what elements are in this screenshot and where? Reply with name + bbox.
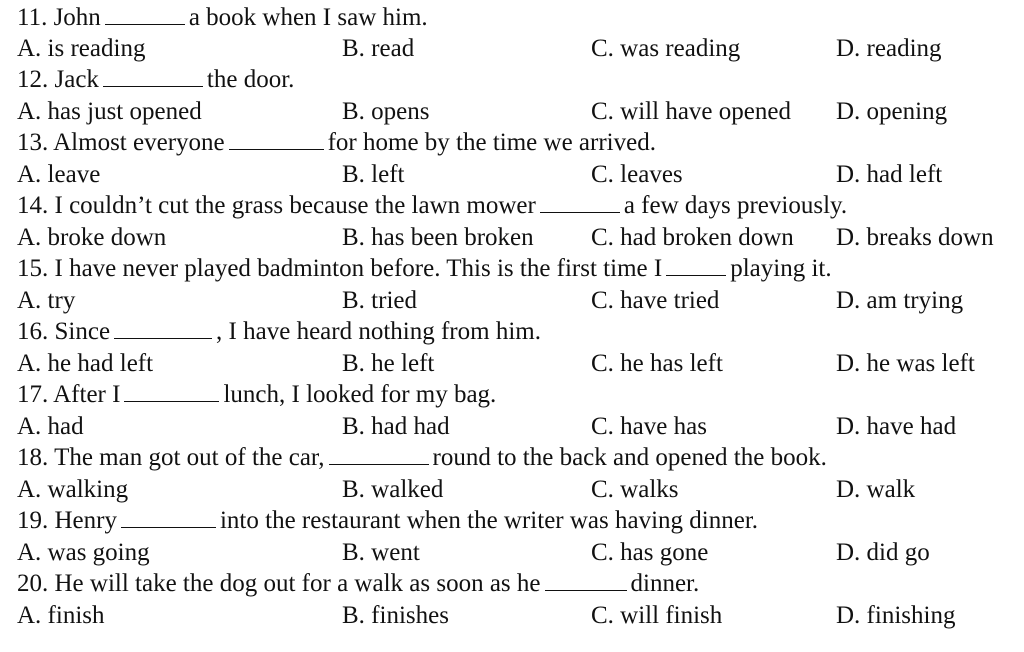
option-a: A. finish xyxy=(17,602,105,629)
question-row xyxy=(0,568,1024,599)
answer-blank xyxy=(229,127,324,150)
option-a: A. has just opened xyxy=(17,98,202,125)
question-text xyxy=(17,379,496,410)
option-a: A. is reading xyxy=(17,35,146,62)
question-row xyxy=(0,127,1024,158)
question-number: 20. xyxy=(17,570,49,597)
question-text xyxy=(17,253,832,284)
answer-blank xyxy=(540,190,620,213)
answer-blank xyxy=(105,2,185,25)
question-stem-end: the door. xyxy=(206,66,295,93)
question-row xyxy=(0,379,1024,410)
question-row xyxy=(0,316,1024,347)
option-a: A. he had left xyxy=(17,350,154,377)
options-row xyxy=(0,222,1024,253)
question-row xyxy=(0,253,1024,284)
answer-blank xyxy=(114,316,212,339)
option-b: B. went xyxy=(342,539,420,566)
option-b: B. tried xyxy=(342,287,417,314)
question-stem-end: for home by the time we arrived. xyxy=(327,129,656,156)
question-stem-start: He will take the dog out for a walk as soon as he xyxy=(54,570,541,597)
question-stem-end: playing it. xyxy=(730,255,832,282)
question-number: 19. xyxy=(17,507,49,534)
question-row xyxy=(0,190,1024,221)
options-row xyxy=(0,537,1024,568)
option-b: B. finishes xyxy=(342,602,449,629)
option-c: C. will have opened xyxy=(591,98,791,125)
option-d: D. reading xyxy=(836,35,942,62)
question-number: 14. xyxy=(17,192,49,219)
option-d: D. finishing xyxy=(836,602,956,629)
question-number: 15. xyxy=(17,255,49,282)
question-row xyxy=(0,2,1024,33)
options-row xyxy=(0,600,1024,631)
option-c: C. have has xyxy=(591,413,707,440)
question-stem-end: , I have heard nothing from him. xyxy=(216,318,541,345)
question-stem-end: dinner. xyxy=(630,570,700,597)
question-stem-start: The man got out of the car, xyxy=(54,444,325,471)
question-stem-start: John xyxy=(53,4,101,31)
question-stem-start: I have never played badminton before. This is the first time I xyxy=(54,255,663,282)
question-stem-end: a book when I saw him. xyxy=(188,4,428,31)
answer-blank xyxy=(545,568,627,591)
question-stem-start: Since xyxy=(54,318,111,345)
question-stem-start: Jack xyxy=(54,66,99,93)
question-row xyxy=(0,442,1024,473)
option-a: A. try xyxy=(17,287,76,314)
question-stem-start: After I xyxy=(53,381,121,408)
option-b: B. left xyxy=(342,161,405,188)
option-c: C. he has left xyxy=(591,350,723,377)
option-d: D. he was left xyxy=(836,350,975,377)
question-number: 18. xyxy=(17,444,49,471)
question-stem-start: Henry xyxy=(54,507,117,534)
question-number: 17. xyxy=(17,381,49,408)
option-a: A. was going xyxy=(17,539,150,566)
answer-blank xyxy=(666,253,726,276)
option-a: A. broke down xyxy=(17,224,167,251)
option-b: B. opens xyxy=(342,98,430,125)
option-b: B. walked xyxy=(342,476,444,503)
option-c: C. will finish xyxy=(591,602,723,629)
option-c: C. leaves xyxy=(591,161,683,188)
answer-blank xyxy=(103,64,203,87)
options-row xyxy=(0,411,1024,442)
option-c: C. has gone xyxy=(591,539,709,566)
option-a: A. had xyxy=(17,413,84,440)
question-stem-end: a few days previously. xyxy=(623,192,848,219)
question-text xyxy=(17,2,428,33)
options-row xyxy=(0,285,1024,316)
answer-blank xyxy=(124,379,219,402)
option-c: C. walks xyxy=(591,476,679,503)
option-a: A. walking xyxy=(17,476,129,503)
answer-blank xyxy=(121,505,216,528)
option-d: D. opening xyxy=(836,98,948,125)
option-d: D. am trying xyxy=(836,287,964,314)
option-c: C. had broken down xyxy=(591,224,794,251)
option-b: B. has been broken xyxy=(342,224,534,251)
options-row xyxy=(0,348,1024,379)
options-row xyxy=(0,159,1024,190)
option-d: D. did go xyxy=(836,539,930,566)
option-c: C. was reading xyxy=(591,35,741,62)
question-number: 11. xyxy=(17,4,48,31)
question-number: 16. xyxy=(17,318,49,345)
question-stem-start: Almost everyone xyxy=(53,129,225,156)
question-text xyxy=(17,64,294,95)
question-row xyxy=(0,64,1024,95)
option-b: B. had had xyxy=(342,413,450,440)
option-d: D. walk xyxy=(836,476,916,503)
option-a: A. leave xyxy=(17,161,101,188)
option-b: B. read xyxy=(342,35,415,62)
options-row xyxy=(0,474,1024,505)
question-text xyxy=(17,316,541,347)
option-c: C. have tried xyxy=(591,287,720,314)
question-stem-start: I couldn’t cut the grass because the lawn mower xyxy=(54,192,536,219)
option-d: D. breaks down xyxy=(836,224,994,251)
question-stem-end: into the restaurant when the writer was having dinner. xyxy=(219,507,759,534)
option-b: B. he left xyxy=(342,350,435,377)
question-text xyxy=(17,568,699,599)
question-stem-end: round to the back and opened the book. xyxy=(432,444,827,471)
question-row xyxy=(0,505,1024,536)
option-d: D. have had xyxy=(836,413,957,440)
question-number: 13. xyxy=(17,129,49,156)
answer-blank xyxy=(329,442,429,465)
question-number: 12. xyxy=(17,66,49,93)
options-row xyxy=(0,96,1024,127)
options-row xyxy=(0,33,1024,64)
question-stem-end: lunch, I looked for my bag. xyxy=(223,381,497,408)
option-d: D. had left xyxy=(836,161,943,188)
question-text xyxy=(17,190,847,221)
question-text xyxy=(17,442,827,473)
question-text xyxy=(17,127,656,158)
question-text xyxy=(17,505,758,536)
